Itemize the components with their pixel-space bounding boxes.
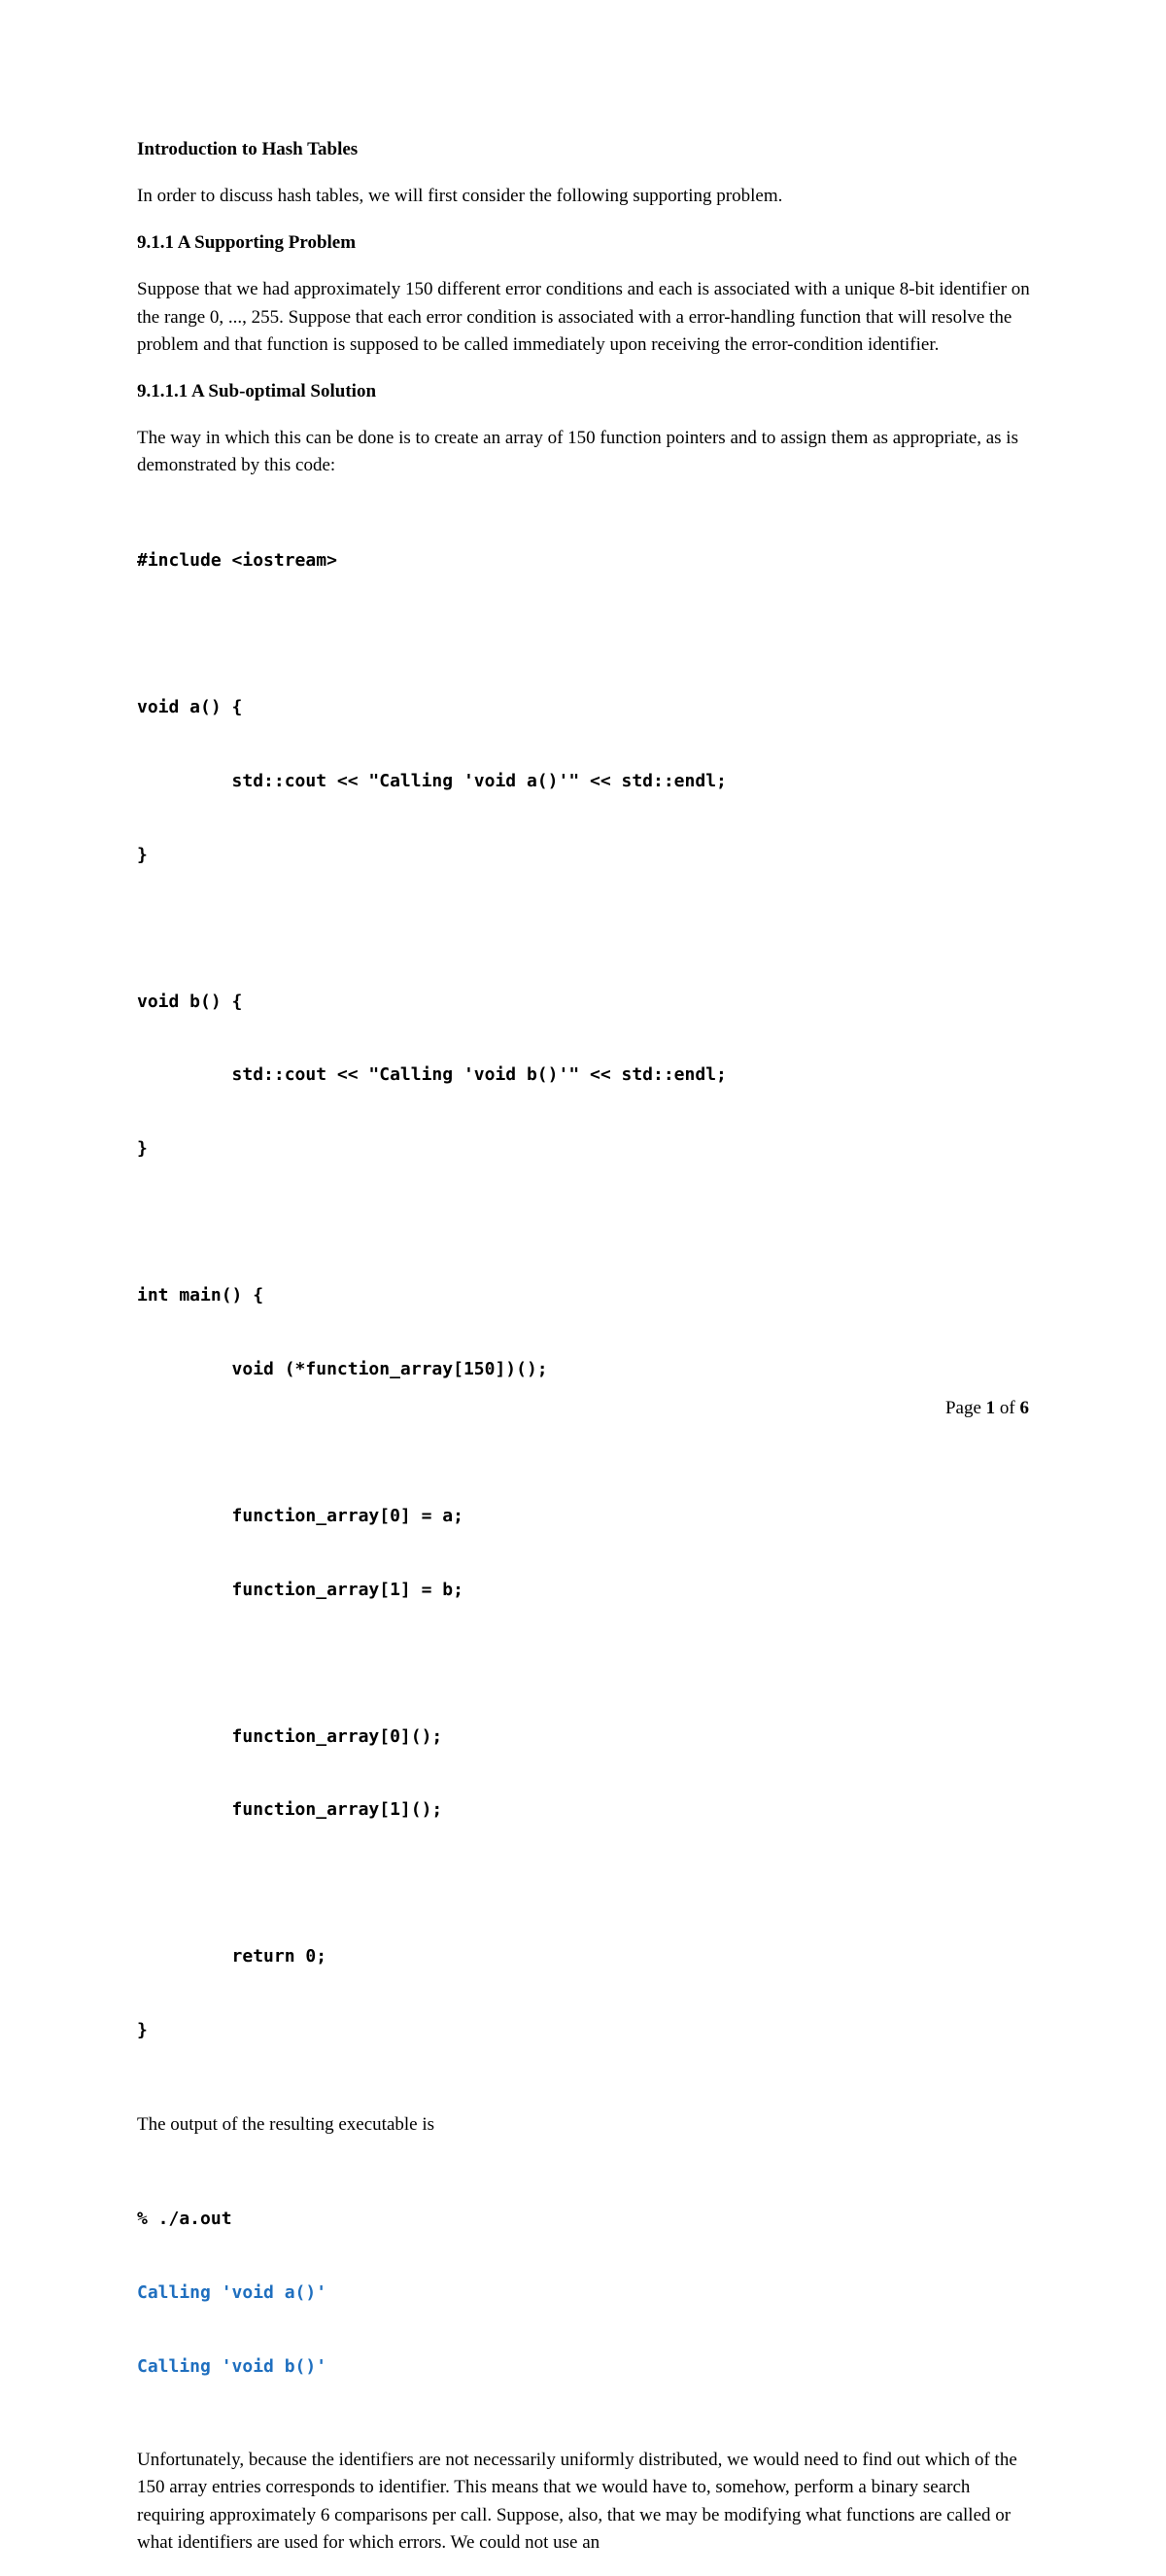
code-line: function_array[0](); bbox=[137, 1725, 443, 1747]
output-line: Calling 'void a()' bbox=[137, 2281, 327, 2303]
program-output bbox=[137, 2158, 1041, 2427]
code-line bbox=[137, 622, 1041, 646]
code-line bbox=[137, 1651, 1041, 1675]
code-line bbox=[137, 916, 1041, 940]
document-title: Introduction to Hash Tables bbox=[137, 139, 359, 159]
closing-paragraph: Unfortunately, because the identifiers are not necessarily uniformly distributed, we would need to find out which of the 150 array entries corresponds to identifier. This means that we would have to, somehow, perform a binary search requiring approximately 6 comparisons per call. Suppose, also, that we may be modifying what functions are called or what identifiers are used for which errors. We could not use an bbox=[137, 2450, 1017, 2554]
code-listing bbox=[137, 500, 1041, 2092]
code-line: int main() { bbox=[137, 1285, 264, 1306]
code-line bbox=[137, 1871, 1041, 1896]
page-current: 1 bbox=[985, 1398, 996, 1418]
code-line: function_array[0] = a; bbox=[137, 1505, 463, 1526]
code-line: std::cout << "Calling 'void a()'" << std::endl; bbox=[137, 770, 727, 791]
output-line: Calling 'void b()' bbox=[137, 2355, 327, 2377]
subsection-paragraph: The way in which this can be done is to create an array of 150 function pointers and to assign them as appropriate, as is demonstrated by this code: bbox=[137, 428, 1018, 476]
code-line bbox=[137, 1430, 1041, 1454]
output-command: % ./a.out bbox=[137, 2209, 232, 2230]
page-of: of bbox=[999, 1398, 1015, 1418]
subsection-heading: 9.1.1.1 A Sub-optimal Solution bbox=[137, 381, 377, 402]
code-line bbox=[137, 1210, 1041, 1235]
output-intro-paragraph: The output of the resulting executable is bbox=[137, 2113, 435, 2135]
document-content bbox=[137, 136, 1041, 2576]
code-line: #include <iostream> bbox=[137, 550, 337, 572]
code-line: function_array[1] = b; bbox=[137, 1579, 463, 1600]
code-line: return 0; bbox=[137, 1946, 327, 1967]
code-line: } bbox=[137, 1137, 148, 1159]
code-line: } bbox=[137, 2020, 148, 2041]
code-line: } bbox=[137, 844, 148, 865]
page-total: 6 bbox=[1019, 1398, 1029, 1418]
page-label: Page bbox=[944, 1398, 981, 1418]
intro-paragraph: In order to discuss hash tables, we will first consider the following supporting problem. bbox=[137, 186, 783, 206]
section-paragraph: Suppose that we had approximately 150 different error conditions and each is associated with a unique 8-bit identifier on the range 0, ..., 255. Suppose that each error condition is associated with a error-handling function that will resolve the problem and that function is supposed to be called immediately upon receiving the error-condition identifier. bbox=[137, 279, 1030, 355]
page-number bbox=[945, 1395, 1029, 1422]
section-heading: 9.1.1 A Supporting Problem bbox=[137, 232, 357, 254]
code-line: std::cout << "Calling 'void b()'" << std::endl; bbox=[137, 1064, 727, 1086]
code-line: void (*function_array[150])(); bbox=[137, 1358, 548, 1379]
code-line: void a() { bbox=[137, 697, 243, 718]
code-line: function_array[1](); bbox=[137, 1799, 443, 1821]
code-line: void b() { bbox=[137, 991, 243, 1012]
